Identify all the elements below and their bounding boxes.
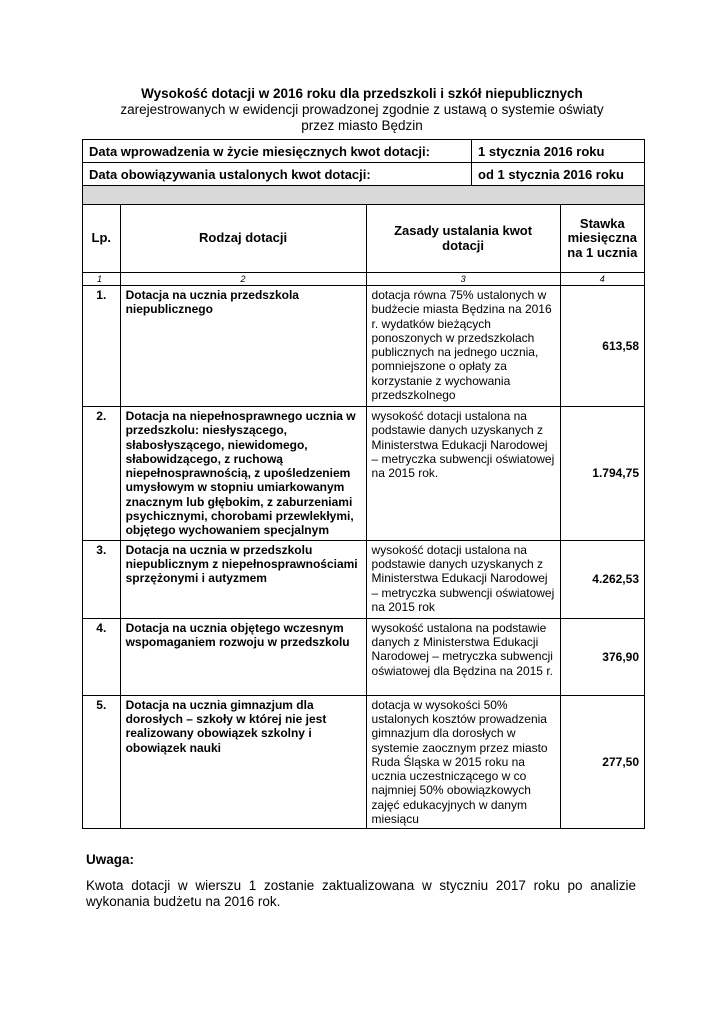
row-rodzaj: Dotacja na niepełnosprawnego ucznia w przedszkolu: niesłyszącego, słabosłyszącego, niewidomego, słabowidzącego, z ruchową niepełnosprawnością, z upośledzeniem umysłowym w stopniu umiarkowanym znacznym lub głębokim, z zaburzeniami psychicznymi, chorobami przewlekłymi, objętego wychowaniem specjalnym: [120, 407, 366, 541]
row-rodzaj: Dotacja na ucznia gimnazjum dla dorosłych – szkoły w której nie jest realizowany obowiązek szkolny i obowiązek nauki: [120, 695, 366, 829]
table-header-row: [83, 205, 645, 273]
row-lp: 5.: [83, 695, 121, 829]
title-line-3: przez miasto Będzin: [301, 118, 423, 133]
row-zasady: wysokość ustalona na podstawie danych z Ministerstwa Edukacji Narodowej – metryczka subwencji oświatowej dla Będzina na 2015 r.: [366, 618, 560, 695]
date-value: od 1 stycznia 2016 roku: [472, 163, 645, 186]
dates-row: [83, 163, 645, 186]
row-stawka: 277,50: [560, 695, 644, 829]
title-line-1: Wysokość dotacji w 2016 roku dla przedszkoli i szkół niepublicznych: [141, 86, 583, 101]
row-lp: 1.: [83, 286, 121, 407]
row-rodzaj: Dotacja na ucznia w przedszkolu niepublicznym z niepełnosprawnościami sprzężonymi i autyzmem: [120, 540, 366, 618]
row-stawka: 613,58: [560, 286, 644, 407]
date-value: 1 stycznia 2016 roku: [472, 140, 645, 163]
row-zasady: wysokość dotacji ustalona na podstawie danych uzyskanych z Ministerstwa Edukacji Narodowej – metryczka subwencji oświatowej na 2015 rok.: [366, 407, 560, 541]
row-zasady: wysokość dotacji ustalona na podstawie danych uzyskanych z Ministerstwa Edukacji Narodowej – metryczka subwencji oświatowej na 2015 rok: [366, 540, 560, 618]
row-lp: 2.: [83, 407, 121, 541]
col-header-stawka: Stawka miesięczna na 1 ucznia: [560, 205, 644, 273]
col-header-rodzaj: Rodzaj dotacji: [120, 205, 366, 273]
row-lp: 4.: [83, 618, 121, 695]
row-rodzaj: Dotacja na ucznia objętego wczesnym wspomaganiem rozwoju w przedszkolu: [120, 618, 366, 695]
note-heading: Uwaga:: [86, 852, 135, 867]
row-stawka: 1.794,75: [560, 407, 644, 541]
note-text: Kwota dotacji w wierszu 1 zostanie zaktualizowana w styczniu 2017 roku po analizie wykonania budżetu na 2016 rok.: [86, 878, 636, 909]
row-zasady: dotacja w wysokości 50% ustalonych kosztów prowadzenia gimnazjum dla dorosłych w systemie zaocznym przez miasto Ruda Śląska w 2015 roku na ucznia uczestniczącego w co najmniej 50% obowiązkowych zajęć edukacyjnych w danym miesiącu: [366, 695, 560, 829]
col-header-lp: Lp.: [83, 205, 121, 273]
subsidy-table: [82, 204, 645, 829]
table-row: [83, 407, 645, 541]
table-row: [83, 286, 645, 407]
document-title: [60, 86, 664, 134]
date-label: Data wprowadzenia w życie miesięcznych kwot dotacji:: [83, 140, 472, 163]
row-rodzaj: Dotacja na ucznia przedszkola niepublicznego: [120, 286, 366, 407]
row-lp: 3.: [83, 540, 121, 618]
date-label: Data obowiązywania ustalonych kwot dotacji:: [83, 163, 472, 186]
table-row: [83, 540, 645, 618]
col-number: 4: [560, 273, 644, 286]
row-stawka: 4.262,53: [560, 540, 644, 618]
table-row: [83, 695, 645, 829]
column-number-row: [83, 273, 645, 286]
gray-separator: [82, 185, 645, 205]
col-number: 3: [366, 273, 560, 286]
dates-table: [82, 139, 645, 186]
title-line-2: zarejestrowanych w ewidencji prowadzonej zgodnie z ustawą o systemie oświaty: [120, 102, 604, 117]
row-zasady: dotacja równa 75% ustalonych w budżecie miasta Będzina na 2016 r. wydatków bieżących ponoszonych w przedszkolach publicznych na jednego ucznia, pomniejszone o opłaty za korzystanie z wychowania przedszkolnego: [366, 286, 560, 407]
dates-row: [83, 140, 645, 163]
row-stawka: 376,90: [560, 618, 644, 695]
col-header-zasady: Zasady ustalania kwot dotacji: [366, 205, 560, 273]
col-number: 2: [120, 273, 366, 286]
col-number: 1: [83, 273, 121, 286]
table-row: [83, 618, 645, 695]
